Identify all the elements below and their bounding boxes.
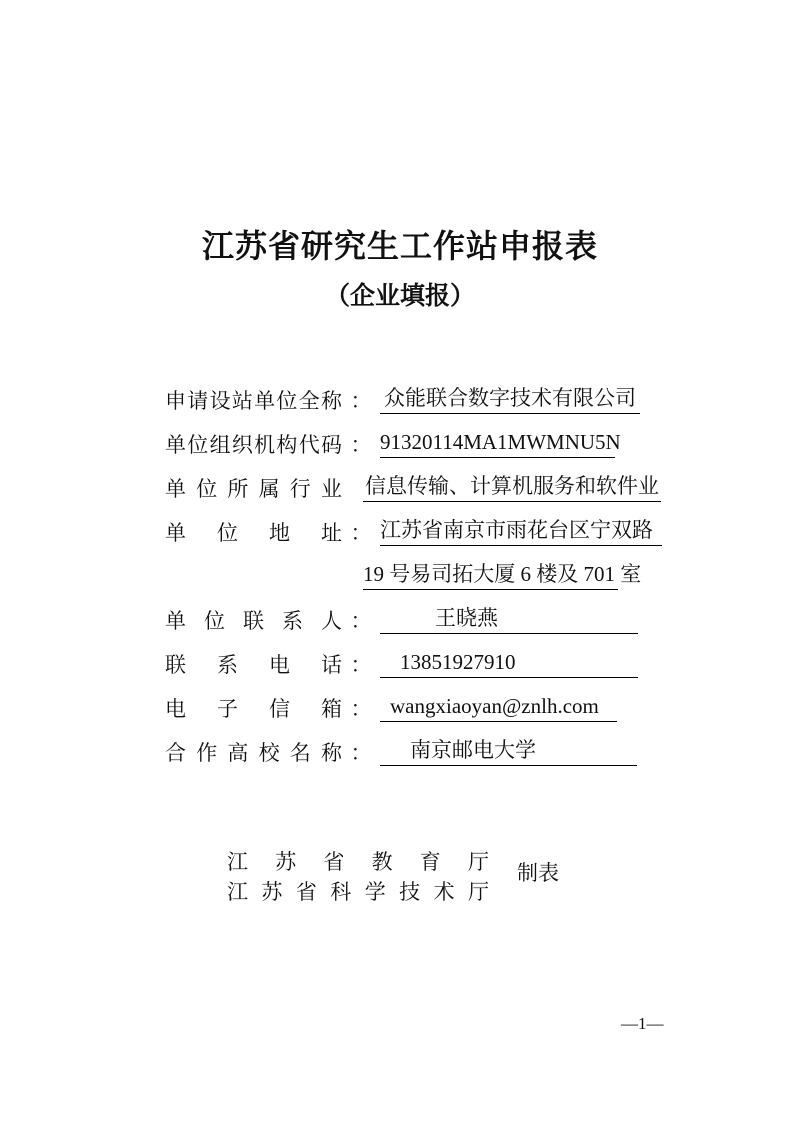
form-row-contact-person [165, 598, 685, 642]
field-label: 联系电话 [165, 653, 342, 677]
field-label: 合作高校名称 [165, 741, 342, 765]
form-row-org-code [165, 422, 685, 466]
field-value: 南京邮电大学 [380, 738, 637, 766]
field-label: 申请设站单位全称 [165, 389, 342, 413]
field-label: 单位组织机构代码 [165, 433, 342, 457]
form-row-phone [165, 642, 685, 686]
form-row-industry [165, 466, 685, 510]
form-row-address [165, 510, 685, 554]
application-form [165, 378, 685, 774]
colon-separator: ： [350, 521, 372, 545]
field-value: 信息传输、计算机服务和软件业 [363, 474, 661, 502]
field-label: 电子信箱 [165, 697, 342, 721]
field-value: 91320114MA1MWMNU5N [380, 430, 615, 458]
field-value: 众能联合数字技术有限公司 [380, 386, 640, 414]
field-label: 单位联系人 [165, 609, 342, 633]
colon-separator: ： [350, 609, 372, 633]
form-row-address-line2 [165, 554, 685, 598]
field-value: 19 号易司拓大厦 6 楼及 701 室 [363, 562, 618, 590]
field-value: wangxiaoyan@znlh.com [380, 694, 617, 722]
colon-separator: ： [350, 697, 372, 721]
field-value: 13851927910 [380, 650, 638, 678]
form-row-unit-full-name [165, 378, 685, 422]
colon-separator: ： [350, 741, 372, 765]
issuer-line-2: 江苏省科学技术厅 [227, 880, 489, 904]
field-value: 江苏省南京市雨花台区宁双路 [380, 518, 662, 546]
made-by-label: 制表 [517, 861, 559, 885]
colon-separator: ： [350, 653, 372, 677]
form-row-partner-university [165, 730, 685, 774]
page-title: 江苏省研究生工作站申报表 [201, 228, 598, 264]
field-value: 王晓燕 [380, 606, 638, 634]
page-subtitle: （企业填报） [324, 283, 475, 310]
colon-separator: ： [350, 433, 372, 457]
form-row-email [165, 686, 685, 730]
page-number: —1— [621, 1014, 664, 1033]
issuer-line-1: 江苏省教育厅 [227, 850, 489, 874]
field-label: 单位所属行业 [165, 477, 342, 501]
issuer-block [227, 847, 489, 907]
colon-separator: ： [350, 389, 372, 413]
field-label: 单位地址 [165, 521, 342, 545]
